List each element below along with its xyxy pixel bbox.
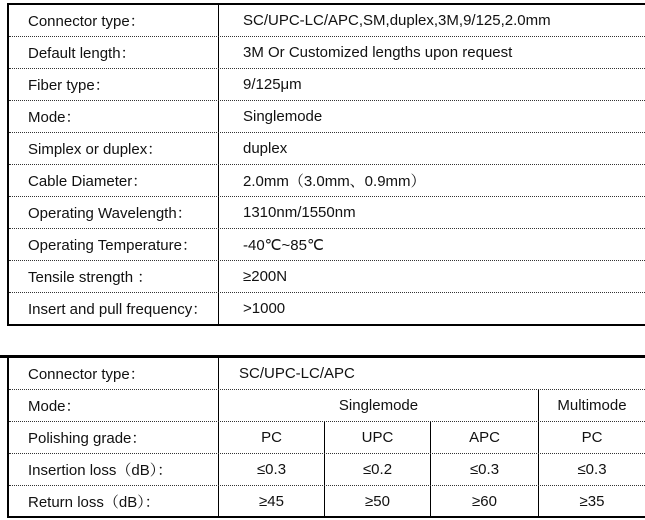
spec-row <box>9 293 645 326</box>
spec-row <box>9 229 645 261</box>
spec-value: 9/125μm <box>243 76 302 93</box>
polish-cell: PC <box>219 422 325 453</box>
spec-label: Operating Wavelength： <box>9 197 219 228</box>
connector-type-value: SC/UPC-LC/APC <box>239 365 355 382</box>
loss-label: Connector type： <box>9 358 219 389</box>
spec-label: Default length： <box>9 37 219 68</box>
insertion-cell: ≤0.3 <box>577 461 607 478</box>
spec-label: Insert and pull frequency： <box>9 293 219 324</box>
loss-row-connector <box>9 358 645 390</box>
spec-value: SC/UPC-LC/APC,SM,duplex,3M,9/125,2.0mm <box>243 12 551 29</box>
loss-label: Polishing grade： <box>9 422 219 453</box>
specification-table <box>7 3 645 326</box>
spec-label: Connector type： <box>9 5 219 36</box>
spec-value: 1310nm/1550nm <box>243 204 356 221</box>
polish-cell: UPC <box>325 422 431 453</box>
spec-label: Cable Diameter： <box>9 165 219 196</box>
loss-table <box>7 358 645 518</box>
insertion-cell: ≤0.3 <box>431 454 539 485</box>
polish-cell: APC <box>431 422 539 453</box>
loss-label: Mode： <box>9 390 219 421</box>
spec-row <box>9 69 645 101</box>
spec-row <box>9 101 645 133</box>
spec-value: Singlemode <box>243 108 323 125</box>
spec-label: Operating Temperature： <box>9 229 219 260</box>
loss-row-mode <box>9 390 645 422</box>
spec-value: 2.0mm（3.0mm、0.9mm） <box>243 173 426 190</box>
return-cell: ≥50 <box>325 486 431 516</box>
spec-label: Mode： <box>9 101 219 132</box>
polish-cell: PC <box>581 429 603 446</box>
spec-label: Fiber type： <box>9 69 219 100</box>
loss-row-polish <box>9 422 645 454</box>
loss-label: Return loss（dB）： <box>9 486 219 516</box>
return-cell: ≥60 <box>431 486 539 516</box>
spec-value: duplex <box>243 140 288 157</box>
spec-row <box>9 133 645 165</box>
spec-value: -40℃~85℃ <box>243 236 324 254</box>
spec-label: Simplex or duplex： <box>9 133 219 164</box>
spec-row <box>9 197 645 229</box>
spec-value: >1000 <box>243 300 286 317</box>
mode-singlemode-cell: Singlemode <box>219 390 539 421</box>
return-cell: ≥45 <box>219 486 325 516</box>
spec-row <box>9 5 645 37</box>
insertion-cell: ≤0.3 <box>219 454 325 485</box>
spec-row <box>9 261 645 293</box>
loss-row-return <box>9 486 645 518</box>
spec-value: 3M Or Customized lengths upon request <box>243 44 513 61</box>
spec-label: Tensile strength ： <box>9 261 219 292</box>
loss-row-insertion <box>9 454 645 486</box>
loss-label: Insertion loss（dB）： <box>9 454 219 485</box>
mode-multimode-cell: Multimode <box>557 397 627 414</box>
spec-row <box>9 165 645 197</box>
spec-value: ≥200N <box>243 268 288 285</box>
insertion-cell: ≤0.2 <box>325 454 431 485</box>
spec-row <box>9 37 645 69</box>
return-cell: ≥35 <box>579 492 605 510</box>
